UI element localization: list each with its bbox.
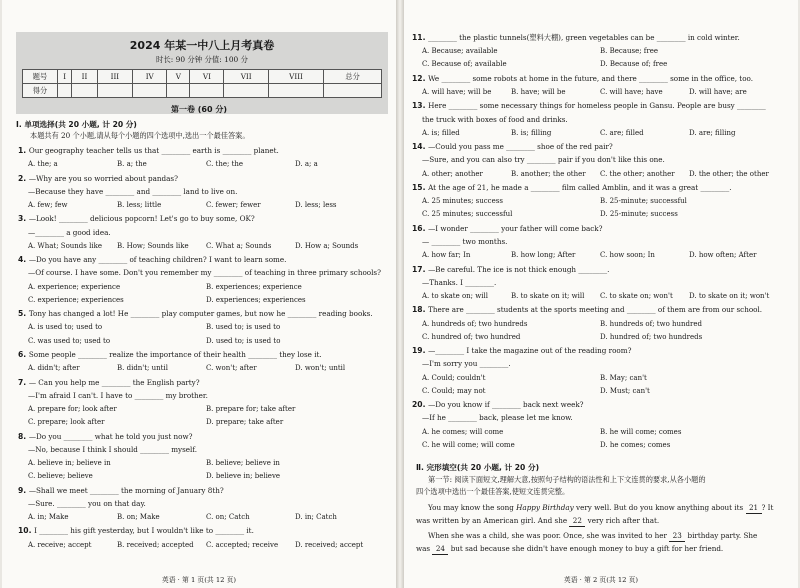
- question-stem: [18, 174, 178, 184]
- question-number: 11.: [412, 33, 429, 42]
- question-dialog-line: —Of course. I have some. Don't you remember my ________ of teaching in three primary schools?: [28, 268, 381, 278]
- passage-text: birthday party. She: [685, 531, 758, 540]
- answer-option[interactable]: B. hundreds of; two hundred: [600, 319, 702, 328]
- answer-option[interactable]: D. the other; the other: [689, 169, 769, 178]
- question-text: Some people ________ realize the importance of their health ________ they lose it.: [28, 350, 322, 359]
- answer-option[interactable]: D. received; accept: [295, 540, 364, 549]
- question-text: —Look! ________ delicious popcorn! Let's go to buy some, OK?: [28, 214, 255, 224]
- answer-option[interactable]: D. Must; can't: [600, 386, 650, 395]
- question-text: ________ the plastic tunnels(塑料大棚), green vegetables can be ________ in cold winter.: [428, 33, 740, 42]
- answer-option[interactable]: D. how often; After: [689, 251, 757, 260]
- cloze-blank-21[interactable]: 21: [746, 503, 762, 514]
- question-number: 13.: [412, 101, 429, 111]
- question-stem: [18, 526, 254, 536]
- question-number: 15.: [412, 183, 429, 192]
- answer-option[interactable]: D. used to; is used to: [206, 336, 281, 345]
- answer-option[interactable]: C. 25 minutes; successful: [422, 210, 513, 219]
- answer-option[interactable]: B. on; Make: [117, 513, 160, 521]
- answer-option[interactable]: B. to skate on it; will: [511, 292, 585, 300]
- question-dialog-line: —I'm sorry you ________.: [422, 359, 511, 369]
- answer-option[interactable]: C. accepted; receive: [206, 540, 279, 549]
- score-cell[interactable]: [72, 84, 97, 98]
- question-number: 3.: [18, 214, 29, 224]
- question-stem: [18, 214, 255, 224]
- answer-option[interactable]: D. How a; Sounds: [295, 241, 359, 250]
- score-col: VI: [190, 70, 224, 84]
- answer-option[interactable]: D. a; a: [295, 160, 318, 169]
- passage-text: very rich after that.: [585, 516, 660, 525]
- score-col: I: [58, 70, 72, 84]
- section2-instructions-1: 第一节: 阅读下面短文,理解大意,按照句子结构的语法性和上下文连贯的要求,从各小题的: [428, 475, 706, 484]
- question-dialog-line: —I'm afraid I can't. I have to ________ my brother.: [28, 390, 208, 400]
- question-dialog-line: —Sure. ________ you on that day.: [28, 498, 146, 508]
- question-number: 20.: [412, 400, 429, 410]
- cloze-blank-23[interactable]: 23: [669, 531, 685, 542]
- answer-option[interactable]: C. to skate on; won't: [600, 292, 673, 300]
- question-stem: [18, 350, 322, 360]
- score-cell[interactable]: [58, 84, 72, 98]
- answer-option[interactable]: B. prepare for; take after: [206, 405, 296, 413]
- exam-header-box: [16, 32, 388, 114]
- answer-option[interactable]: B. how long; After: [511, 251, 576, 260]
- score-cell[interactable]: [167, 84, 190, 98]
- score-col: V: [167, 70, 190, 84]
- question-number: 6.: [18, 350, 29, 359]
- passage-text: You may know the song: [428, 503, 517, 512]
- question-number: 19.: [412, 346, 429, 356]
- answer-option[interactable]: B. Because; free: [600, 47, 659, 56]
- answer-option[interactable]: A. few; few: [28, 201, 68, 209]
- answer-option[interactable]: C. Could; may not: [422, 386, 486, 395]
- question-number: 1.: [18, 146, 29, 155]
- answer-option[interactable]: C. are; filled: [600, 128, 644, 137]
- exam-page-left: [2, 0, 396, 588]
- score-row2-label: 得分: [23, 84, 58, 98]
- exam-page-right: [404, 0, 798, 588]
- score-col: III: [97, 70, 133, 84]
- passage-text: was: [416, 544, 433, 553]
- answer-option[interactable]: C. experience; experiences: [28, 295, 124, 304]
- question-dialog-line: —Because they have ________ and ________ land to live on.: [28, 186, 238, 196]
- section2-title: Ⅱ. 完形填空(共 20 小题, 计 20 分): [416, 463, 540, 472]
- question-stem: [18, 146, 279, 156]
- answer-option[interactable]: C. Because of; available: [422, 60, 507, 69]
- answer-option[interactable]: B. How; Sounds like: [117, 241, 189, 250]
- answer-option[interactable]: D. in; Catch: [295, 513, 337, 521]
- score-cell[interactable]: [324, 84, 382, 98]
- question-stem: [412, 305, 762, 315]
- question-text: We ________ some robots at home in the future, and there ________ some in the office, too.: [428, 73, 754, 83]
- answer-option[interactable]: A. how far; In: [422, 251, 471, 260]
- song-title: Happy Birthday: [516, 503, 574, 512]
- question-text: Our geography teacher tells us that ________ earth is ________ planet.: [28, 146, 279, 155]
- passage-line-1: [428, 503, 773, 514]
- answer-option[interactable]: B. another; the other: [511, 169, 586, 178]
- question-number: 12.: [412, 73, 429, 83]
- answer-option[interactable]: C. believe; believe: [28, 472, 93, 481]
- question-stem: [412, 400, 584, 410]
- question-stem: [412, 142, 613, 152]
- question-text: —Do you have any ________ of teaching children? I want to learn some.: [28, 255, 287, 265]
- answer-option[interactable]: D. less; less: [295, 201, 337, 209]
- answer-option[interactable]: B. experiences; experience: [206, 282, 302, 291]
- question-stem: [412, 183, 732, 193]
- score-col: VIII: [268, 70, 323, 84]
- answer-option[interactable]: C. on; Catch: [206, 513, 250, 521]
- answer-option[interactable]: D. 25-minute; success: [600, 210, 678, 219]
- score-cell[interactable]: [133, 84, 167, 98]
- question-dialog-line: —No, because I think I should ________ myself.: [28, 444, 198, 454]
- answer-option[interactable]: A. believe in; believe in: [28, 459, 111, 467]
- passage-text: was written by an American girl. And she: [416, 516, 570, 525]
- answer-option[interactable]: D. to skate on it; won't: [689, 292, 770, 300]
- answer-option[interactable]: D. are; filling: [689, 128, 736, 137]
- section1-title: Ⅰ. 单项选择(共 20 小题, 计 20 分): [16, 120, 137, 129]
- answer-option[interactable]: A. he comes; will come: [422, 427, 504, 436]
- answer-option[interactable]: D. hundred of; two hundreds: [600, 332, 703, 341]
- answer-option[interactable]: B. didn't; until: [117, 364, 168, 373]
- answer-option[interactable]: B. received; accepted: [117, 540, 194, 549]
- question-text: —Be careful. The ice is not thick enough ________.: [428, 264, 610, 274]
- answer-option[interactable]: A. the; a: [28, 160, 58, 169]
- answer-option[interactable]: C. will have; have: [600, 88, 663, 96]
- answer-option[interactable]: C. how soon; In: [600, 251, 655, 260]
- question-text: Tony has changed a lot! He ________ play computer games, but now he ________ reading books.: [28, 309, 373, 319]
- answer-option[interactable]: A. in; Make: [28, 513, 69, 521]
- question-number: 2.: [18, 173, 29, 183]
- question-dialog-line: —Thanks. I ________.: [422, 277, 497, 287]
- question-text: There are ________ students at the sports meeting and ________ of them are from our school.: [428, 305, 763, 315]
- answer-option[interactable]: C. the other; another: [600, 169, 675, 178]
- question-dialog-line: —________ a good idea.: [28, 227, 111, 237]
- question-dialog-line: —Sure, and you can also try ________ pair if you don't like this one.: [422, 155, 665, 165]
- score-table: [22, 69, 382, 98]
- cloze-blank-22[interactable]: 22: [569, 516, 585, 527]
- question-text: —Do you ________ what he told you just now?: [28, 431, 193, 441]
- question-text: I ________ his gift yesterday, but I wouldn't like to ________ it.: [34, 526, 254, 536]
- answer-option[interactable]: A. hundreds of; two hundreds: [422, 319, 528, 328]
- question-text: —Could you pass me ________ shoe of the red pair?: [428, 142, 613, 152]
- page-footer-right: 英语 · 第 2 页(共 12 页): [563, 576, 639, 584]
- answer-option[interactable]: A. prepare for; look after: [28, 405, 117, 413]
- answer-option[interactable]: C. prepare; look after: [28, 418, 105, 427]
- passage-text: but sad because she didn't have enough money to buy a gift for her friend.: [448, 544, 724, 553]
- passage-text: very well. But do you know anything about its: [573, 503, 746, 512]
- question-number: 7.: [18, 377, 29, 387]
- question-number: 9.: [18, 485, 29, 495]
- question-stem: [412, 33, 740, 43]
- answer-option[interactable]: A. Because; available: [422, 47, 498, 56]
- answer-option[interactable]: B. he will come; comes: [600, 427, 682, 436]
- passage-line-3: [428, 531, 757, 542]
- question-number: 16.: [412, 223, 429, 233]
- score-cell[interactable]: [190, 84, 224, 98]
- answer-option[interactable]: B. used to; is used to: [206, 323, 281, 332]
- answer-option[interactable]: C. the; the: [206, 160, 244, 169]
- score-cell[interactable]: [97, 84, 133, 98]
- page-fold: [396, 0, 404, 588]
- question-stem: [18, 378, 200, 388]
- answer-option[interactable]: C. won't; after: [206, 364, 257, 373]
- question-stem: [412, 346, 631, 356]
- answer-option[interactable]: D. he comes; comes: [600, 440, 671, 449]
- question-stem: [412, 265, 609, 275]
- question-text: — Can you help me ________ the English party?: [28, 377, 200, 387]
- answer-option[interactable]: C. was used to; used to: [28, 336, 111, 345]
- score-col: IV: [133, 70, 167, 84]
- part1-title: 第一卷 (60 分): [170, 105, 227, 114]
- answer-option[interactable]: C. hundred of; two hundred: [422, 332, 521, 341]
- answer-option[interactable]: C. What a; Sounds: [206, 241, 272, 250]
- answer-option[interactable]: C. he will come; will come: [422, 440, 515, 449]
- answer-option[interactable]: D. won't; until: [295, 364, 346, 373]
- answer-option[interactable]: D. believe in; believe: [206, 472, 281, 481]
- section1-instructions: 本题共有 20 个小题,请从每个小题的四个选项中,选出一个最佳答案。: [30, 131, 250, 140]
- answer-option[interactable]: A. didn't; after: [28, 364, 80, 373]
- answer-option[interactable]: A. is; filled: [422, 128, 460, 137]
- exam-meta: 时长: 90 分钟 分值: 100 分: [156, 55, 248, 64]
- answer-option[interactable]: A. 25 minutes; success: [422, 197, 503, 206]
- question-stem: [18, 432, 193, 442]
- page-footer-left: 英语 · 第 1 页(共 12 页): [161, 576, 237, 584]
- question-dialog-line: — ________ two months.: [422, 237, 508, 246]
- answer-option[interactable]: D. experiences; experiences: [206, 295, 306, 304]
- answer-option[interactable]: B. 25-minute; successful: [600, 197, 687, 206]
- answer-option[interactable]: A. receive; accept: [28, 540, 92, 549]
- question-number: 17.: [412, 264, 429, 274]
- answer-option[interactable]: A. is used to; used to: [28, 323, 103, 332]
- answer-option[interactable]: B. have; will be: [511, 88, 566, 96]
- cloze-blank-24[interactable]: 24: [432, 544, 448, 555]
- question-stem: [18, 255, 286, 265]
- question-text: —Shall we meet ________ the morning of January 8th?: [28, 485, 224, 495]
- question-number: 14.: [412, 142, 429, 152]
- exam-title: 2024 年某一中八上月考真卷: [129, 39, 275, 52]
- question-stem: [412, 74, 753, 84]
- question-number: 8.: [18, 431, 29, 441]
- question-dialog-line: the truck with boxes of food and drinks.: [422, 114, 568, 124]
- score-col: VII: [224, 70, 269, 84]
- score-row-label: 题号: [23, 70, 58, 84]
- score-col-total: 总分: [324, 70, 382, 84]
- question-text: —Do you know if ________ back next week?: [428, 400, 584, 410]
- answer-option[interactable]: A. experience; experience: [28, 282, 121, 291]
- question-stem: [412, 224, 602, 234]
- score-col: II: [72, 70, 97, 84]
- section2-instructions-2: 四个选项中选出一个最佳答案,使短文连贯完整。: [416, 487, 570, 496]
- passage-line-2: [416, 516, 659, 527]
- question-text: —________ I take the magazine out of the reading room?: [428, 346, 632, 356]
- question-number: 10.: [18, 526, 35, 536]
- passage-text: When she was a child, she was poor. Once, she was invited to her: [428, 531, 670, 540]
- answer-option[interactable]: A. What; Sounds like: [28, 241, 102, 250]
- answer-option[interactable]: C. fewer; fewer: [206, 201, 261, 209]
- answer-option[interactable]: A. Could; couldn't: [422, 373, 486, 382]
- answer-option[interactable]: D. will have; are: [689, 88, 747, 96]
- answer-option[interactable]: B. is; filling: [511, 128, 552, 137]
- answer-option[interactable]: B. May; can't: [600, 373, 647, 382]
- answer-option[interactable]: A. to skate on; will: [422, 292, 488, 300]
- passage-text: ? It: [761, 503, 774, 512]
- answer-option[interactable]: B. a; the: [117, 160, 147, 169]
- question-number: 5.: [18, 309, 29, 319]
- question-text: —Why are you so worried about pandas?: [28, 173, 178, 183]
- question-dialog-line: —If he ________ back, please let me know.: [422, 413, 573, 423]
- answer-option[interactable]: B. believe; believe in: [206, 459, 280, 467]
- question-text: At the age of 21, he made a ________ film called Amblin, and it was a great ________.: [428, 183, 732, 192]
- passage-line-4: [416, 544, 723, 555]
- question-text: —I wonder ________ your father will come back?: [428, 223, 603, 233]
- question-stem: [18, 486, 224, 496]
- question-stem: [412, 101, 766, 111]
- answer-option[interactable]: D. Because of; free: [600, 60, 668, 69]
- question-number: 18.: [412, 305, 429, 315]
- score-cell[interactable]: [224, 84, 269, 98]
- answer-option[interactable]: A. other; another: [422, 169, 483, 178]
- answer-option[interactable]: D. prepare; take after: [206, 418, 284, 427]
- answer-option[interactable]: A. will have; will be: [422, 88, 492, 96]
- question-text: Here ________ some necessary things for homeless people in Gansu. People are busy ________: [428, 101, 766, 111]
- question-stem: [18, 309, 373, 319]
- question-number: 4.: [18, 255, 29, 265]
- answer-option[interactable]: B. less; little: [117, 201, 162, 209]
- score-cell[interactable]: [268, 84, 323, 98]
